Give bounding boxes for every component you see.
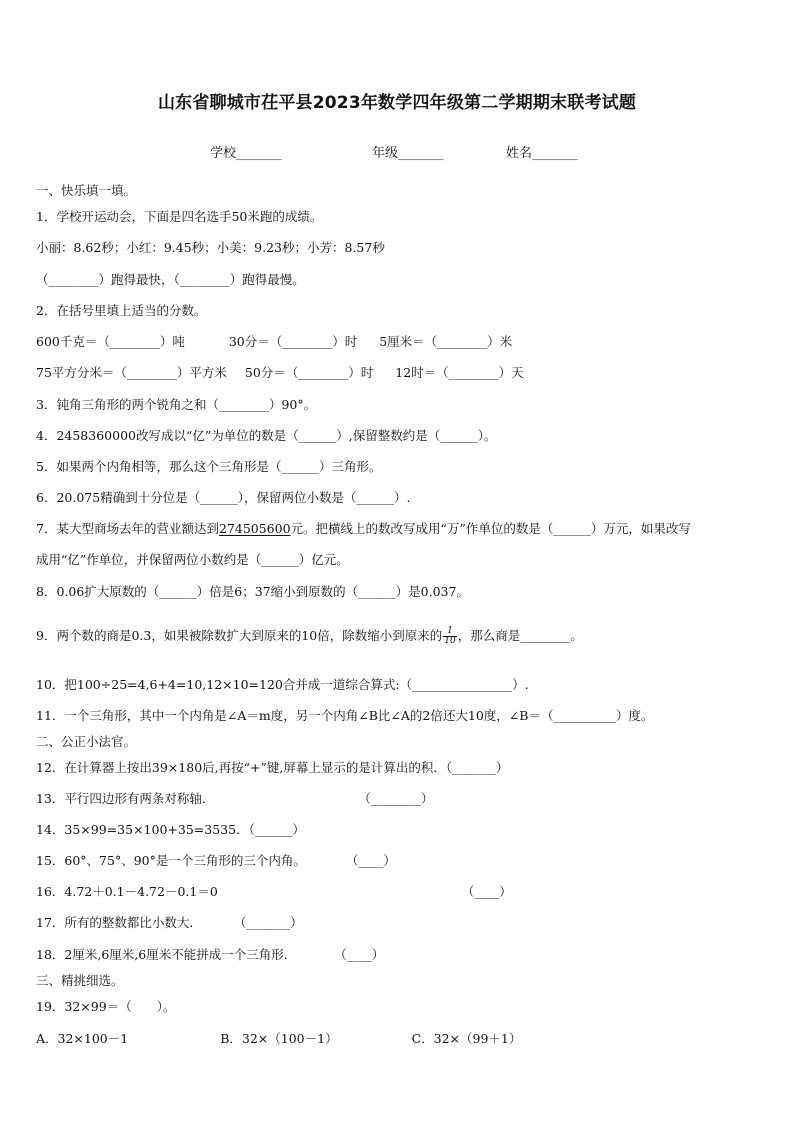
name-field: 姓名_______ bbox=[506, 146, 578, 161]
q17-answer-blank: （_______） bbox=[233, 915, 303, 930]
question-14: 14．35×99=35×100+35=3535．（______） bbox=[36, 822, 305, 837]
q13-answer-blank: （________） bbox=[358, 791, 434, 806]
page-title: 山东省聊城市茌平县2023年数学四年级第二学期期末联考试题 bbox=[157, 93, 637, 113]
q17-text: 17．所有的整数都比小数大． bbox=[36, 915, 202, 930]
question-4: 4．2458360000改写成以“亿”为单位的数是（______）,保留整数约是（______）。 bbox=[36, 428, 497, 443]
question-1: 1．学校开运动会，下面是四名选手50米跑的成绩。 bbox=[36, 209, 323, 224]
q7-underlined-number: 274505600 bbox=[218, 521, 291, 536]
fraction-denominator: 10 bbox=[444, 636, 456, 646]
question-2-row-2 bbox=[36, 364, 524, 382]
q18-answer-blank: （____） bbox=[334, 947, 385, 962]
question-3: 3．钝角三角形的两个锐角之和（________）90°。 bbox=[36, 397, 317, 412]
question-2: 2．在括号里填上适当的分数。 bbox=[36, 303, 207, 318]
q2-item-c: 5厘米＝（________）米 bbox=[379, 334, 513, 349]
question-16 bbox=[36, 883, 512, 901]
q2-item-e: 50分＝（________）时 bbox=[244, 365, 374, 380]
question-2-row-1 bbox=[36, 333, 512, 351]
question-5: 5．如果两个内角相等，那么这个三角形是（______）三角形。 bbox=[36, 459, 382, 474]
section-heading-2: 二、公正小法官。 bbox=[36, 734, 137, 749]
q7-text-a: 7．某大型商场去年的营业额达到 bbox=[36, 521, 219, 536]
question-6: 6．20.075精确到十分位是（______），保留两位小数是（______）. bbox=[36, 490, 411, 505]
q18-text: 18．2厘米,6厘米,6厘米不能拼成一个三角形． bbox=[36, 947, 297, 962]
section-heading-1: 一、快乐填一填。 bbox=[36, 183, 137, 198]
question-1-data: 小丽：8.62秒；小红：9.45秒；小美：9.23秒；小芳：8.57秒 bbox=[36, 240, 385, 255]
question-19-options bbox=[36, 1030, 521, 1048]
q9-text-a: 9．两个数的商是0.3，如果被除数扩大到原来的10倍，除数缩小到原来的 bbox=[36, 628, 443, 643]
q16-text: 16．4.72＋0.1－4.72－0.1＝0 bbox=[36, 884, 218, 899]
option-a: A．32×100－1 bbox=[36, 1031, 129, 1046]
q2-item-b: 30分＝（________）时 bbox=[228, 334, 358, 349]
q16-answer-blank: （____） bbox=[461, 884, 512, 899]
q15-answer-blank: （____） bbox=[345, 853, 396, 868]
fraction-numerator: 1 bbox=[443, 627, 456, 637]
school-field: 学校_______ bbox=[210, 146, 282, 161]
option-c: C．32×（99＋1） bbox=[411, 1031, 522, 1046]
section-heading-3: 三、精挑细选。 bbox=[36, 973, 124, 988]
grade-field: 年级_______ bbox=[372, 146, 444, 161]
question-12: 12．在计算器上按出39×180后,再按“+”键,屏幕上显示的是计算出的积．（_______） bbox=[36, 760, 509, 775]
q2-item-f: 12时＝（________）天 bbox=[395, 365, 524, 380]
q7-text-b: 元。把横线上的数改写成用“万”作单位的数是（______）万元，如果改写 bbox=[290, 521, 691, 536]
q2-item-d: 75平方分米＝（________）平方米 bbox=[36, 365, 227, 380]
question-18 bbox=[36, 946, 384, 964]
question-10: 10．把100÷25=4,6+4=10,12×10=120合并成一道综合算式:（________________）. bbox=[36, 677, 529, 692]
q15-text: 15．60°、75°、90°是一个三角形的三个内角。 bbox=[36, 853, 306, 868]
question-13 bbox=[36, 790, 433, 808]
option-b: B．32×（100－1） bbox=[220, 1031, 338, 1046]
fraction-one-tenth bbox=[443, 627, 456, 646]
question-19: 19．32×99＝（ ）。 bbox=[36, 999, 176, 1014]
q2-item-a: 600千克＝（________）吨 bbox=[36, 334, 185, 349]
q9-text-b: ，那么商是________。 bbox=[457, 628, 583, 643]
question-15 bbox=[36, 852, 396, 870]
question-9 bbox=[36, 627, 583, 646]
question-7-cont: 成用“亿”作单位，并保留两位小数约是（______）亿元。 bbox=[36, 552, 349, 567]
q13-text: 13．平行四边形有两条对称轴． bbox=[36, 791, 215, 806]
question-1-blank: （________）跑得最快，（________）跑得最慢。 bbox=[36, 272, 305, 287]
question-11: 11．一个三角形，其中一个内角是∠A＝m度，另一个内角∠B比∠A的2倍还大10度，∠B＝（__________）度。 bbox=[36, 708, 654, 723]
question-8: 8．0.06扩大原数的（______）倍是6；37缩小到原数的（______）是0.037。 bbox=[36, 584, 469, 599]
question-7 bbox=[36, 520, 691, 538]
question-17 bbox=[36, 914, 303, 932]
